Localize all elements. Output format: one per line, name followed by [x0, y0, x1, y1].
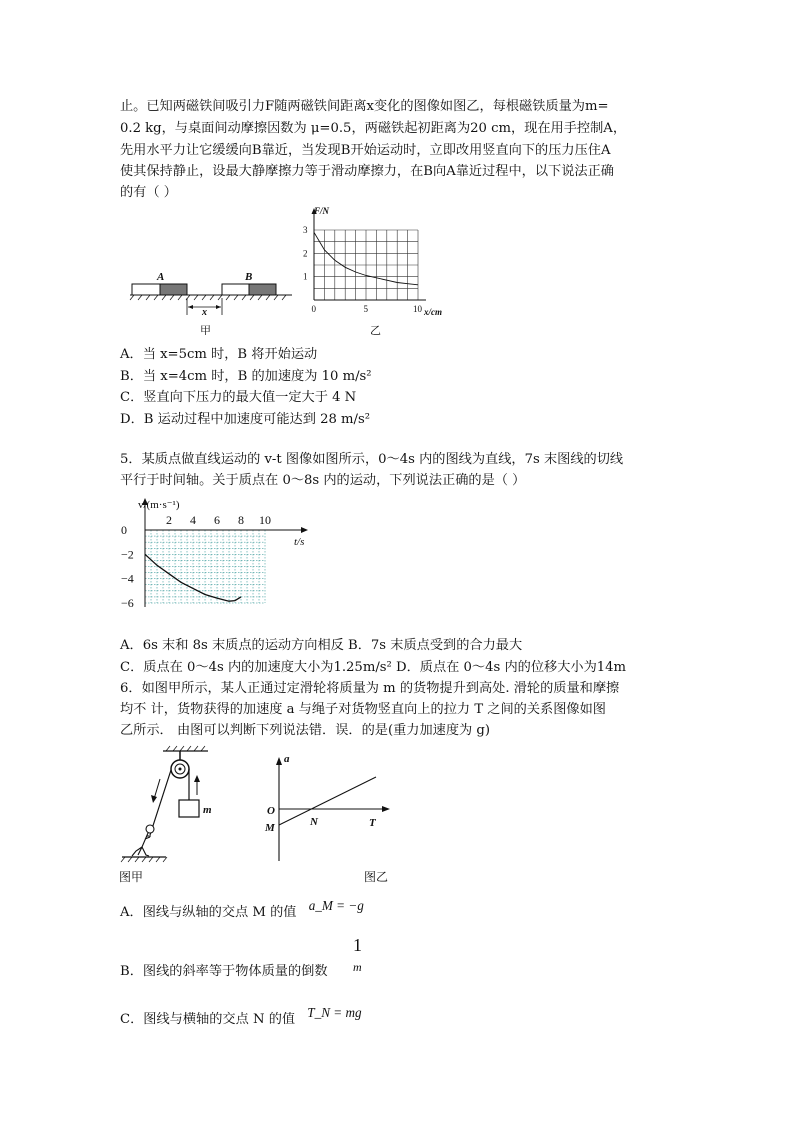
q6-option-c-text: C．图线与横轴的交点 N 的值 [120, 1012, 296, 1027]
label-a-axis: a [284, 753, 290, 765]
vt-x-tick: 2 [166, 513, 172, 527]
q5-options-row-1: A．6s 末和 8s 末质点的运动方向相反 B．7s 末质点受到的合力最大 [120, 638, 523, 653]
q4-figure-yi-fx-chart [292, 200, 462, 340]
vt-xlabel: t/s [294, 536, 305, 548]
fx-ylabel: F/N [314, 206, 330, 216]
q4-stem-line-2: 0.2 kg，与桌面间动摩擦因数为 μ=0.5，两磁铁起初距离为20 cm，现在用手控制A， [120, 121, 627, 136]
magnet-a-pole [160, 284, 187, 295]
q4-option-d: D．B 运动过程中加速度可能达到 28 m/s² [120, 412, 371, 427]
fx-x-tick: 10 [413, 304, 422, 314]
vt-y-tick: 0 [121, 523, 127, 537]
vt-ylabel: v/(m·s⁻¹) [138, 499, 180, 511]
q4-stem-line-4: 使其保持静止，设最大静摩擦力等于滑动摩擦力，在B向A靠近过程中，以下说法正确 [120, 164, 614, 179]
q6-stem-line-2: 均不 计，货物获得的加速度 a 与绳子对货物竖直向上的拉力 T 之间的关系图像如图 [120, 702, 606, 717]
q6-option-b-formula-den: m [353, 960, 362, 974]
fx-x-tick: 0 [311, 304, 316, 314]
q4-stem-line-3: 先用水平力让它缓缓向B靠近，当发现B开始运动时，立即改用竖直向下的压力压住A [120, 143, 611, 158]
fx-x-tick: 5 [363, 304, 368, 314]
magnet-a [132, 284, 160, 295]
label-n-point: N [310, 816, 318, 828]
q4-option-c: C．竖直向下压力的最大值一定大于 4 N [120, 390, 357, 405]
q6-stem-line-3: 乙所示． 由图可以判断下列说法错．误．的是(重力加速度为 g) [120, 723, 490, 738]
q5-stem-line-1: 5．某质点做直线运动的 v-t 图像如图所示，0～4s 内的图线为直线，7s 末图线的切线 [120, 452, 624, 467]
label-origin: O [267, 805, 275, 817]
caption-yi: 乙 [370, 325, 381, 337]
vt-x-tick: 10 [259, 513, 271, 527]
q6-figure-yi-at-chart [250, 745, 400, 885]
vt-y-tick: −4 [121, 571, 134, 586]
cargo-box [179, 800, 199, 817]
label-a: A [157, 271, 165, 283]
label-t-axis: T [369, 817, 376, 829]
vt-x-arrow [301, 527, 308, 533]
vt-y-tick: −2 [121, 547, 134, 562]
q6-option-b [120, 963, 328, 981]
label-x: x [202, 307, 207, 318]
fx-y-tick: 3 [303, 225, 308, 235]
q6-option-c [120, 1005, 362, 1029]
vt-x-tick: 8 [238, 513, 244, 527]
q4-option-a: A．当 x=5cm 时，B 将开始运动 [120, 347, 318, 362]
q4-stem-line-1: 止。已知两磁铁间吸引力F随两磁铁间距离x变化的图像如图乙，每根磁铁质量为m= [120, 99, 609, 114]
q6-figure-jia-pulley [118, 743, 248, 888]
q6-option-a-formula: a_M = −g [308, 898, 364, 913]
caption-tujia: 图甲 [119, 870, 144, 884]
fx-xlabel: x/cm [424, 307, 442, 317]
label-cargo-m: m [203, 804, 212, 816]
vt-x-tick: 4 [190, 513, 196, 527]
q4-option-b: B．当 x=4cm 时，B 的加速度为 10 m/s² [120, 369, 372, 384]
caption-jia: 甲 [200, 325, 211, 335]
q4-stem-line-5: 的有（ ） [120, 185, 177, 200]
fx-y-tick: 2 [303, 248, 308, 259]
magnet-b [222, 284, 249, 295]
q5-options-row-2: C．质点在 0～4s 内的加速度大小为1.25m/s² D．质点在 0～4s 内的位移大小为14m [120, 660, 627, 675]
q5-stem-line-2: 平行于时间轴。关于质点在 0～8s 内的运动，下列说法正确的是（ ） [120, 473, 526, 488]
caption-tuyi: 图乙 [364, 870, 389, 884]
label-m-point: M [265, 822, 275, 834]
q6-option-b-formula-num: 1 [353, 935, 362, 955]
q5-vt-chart [118, 493, 318, 618]
vt-y-tick: −6 [121, 596, 134, 610]
q6-option-a [120, 898, 364, 922]
magnet-b-pole [249, 284, 276, 295]
vt-x-tick: 6 [214, 513, 220, 527]
q6-stem-line-1: 6．如图甲所示，某人正通过定滑轮将质量为 m 的货物提升到高处. 滑轮的质量和摩擦 [120, 681, 620, 696]
at-line [279, 777, 376, 825]
q6-option-c-formula: T_N = mg [307, 1005, 362, 1020]
q6-option-b-text: B．图线的斜率等于物体质量的倒数 [120, 964, 328, 979]
fx-y-tick: 1 [303, 271, 308, 282]
person-icon [132, 825, 154, 856]
label-b: B [245, 271, 253, 283]
q6-option-a-text: A．图线与纵轴的交点 M 的值 [120, 905, 297, 920]
q4-figure-jia [120, 210, 310, 335]
